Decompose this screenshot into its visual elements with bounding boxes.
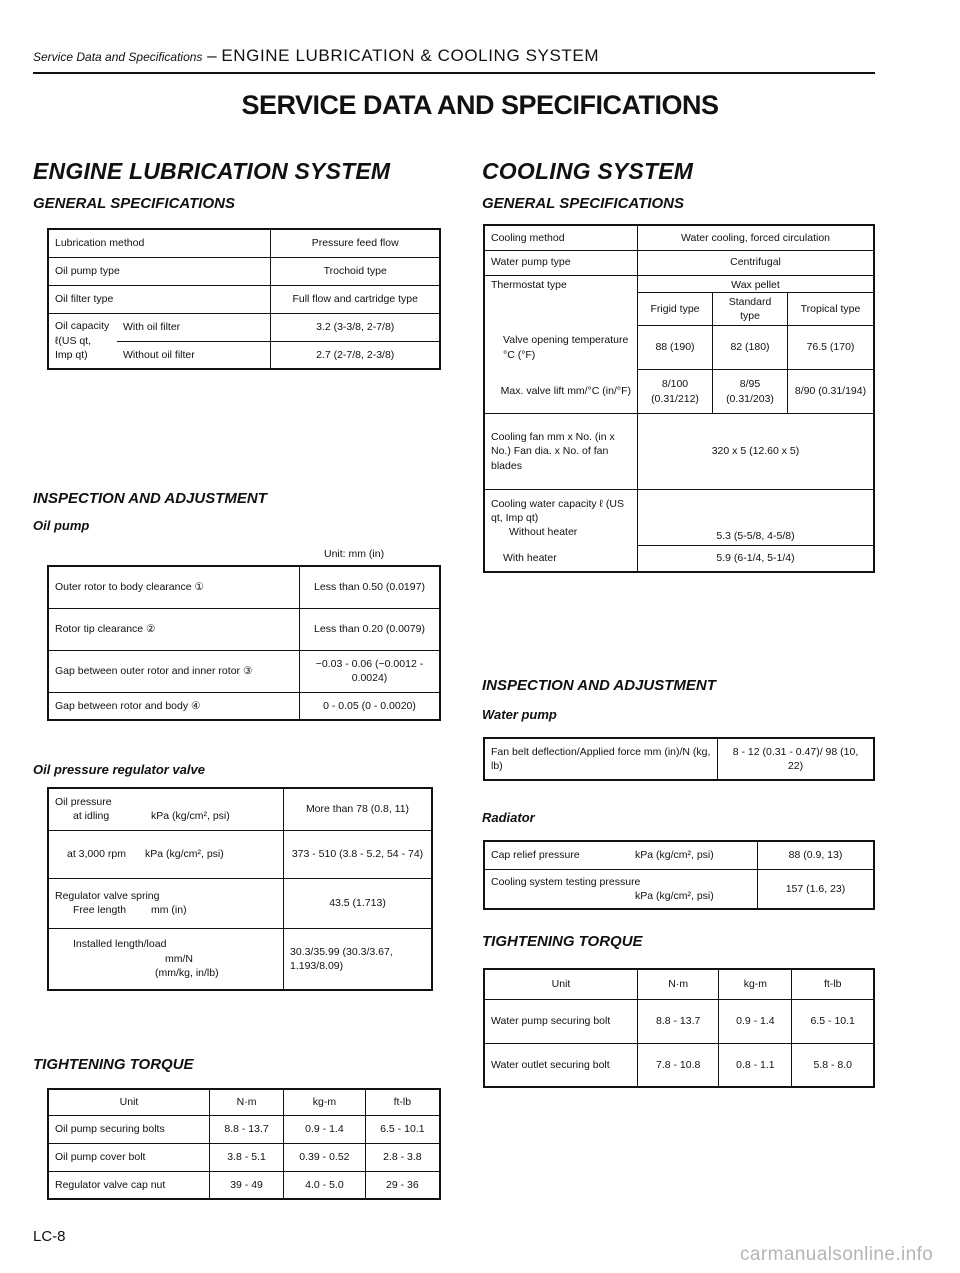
cell: Oil pump cover bolt — [48, 1143, 210, 1171]
cell: 7.8 - 10.8 — [638, 1043, 719, 1087]
cell: Max. valve lift mm/°C (in/°F) — [484, 370, 638, 414]
cell: at 3,000 rpm — [67, 847, 126, 860]
cell: Centrifugal — [638, 250, 875, 275]
cool-torque-table — [483, 968, 875, 1088]
cell: Oil capacity ℓ(US qt, Imp qt) — [48, 313, 117, 369]
watermark: carmanualsonline.info — [740, 1244, 934, 1265]
page-number: LC-8 — [33, 1228, 66, 1245]
cell: Unit — [484, 969, 638, 999]
lub-insp-heading: INSPECTION AND ADJUSTMENT — [33, 490, 267, 507]
cell: Fan belt deflection/Applied force mm (in)/N (kg, lb) — [484, 738, 718, 780]
header-italic: Service Data and Specifications — [33, 50, 203, 64]
cell: Cooling water capacity ℓ (US qt, Imp qt) — [491, 497, 624, 524]
unit-note: Unit: mm (in) — [324, 548, 385, 560]
cell: N·m — [210, 1089, 284, 1115]
cell: 0.39 - 0.52 — [284, 1143, 366, 1171]
cell: Outer rotor to body clearance ① — [48, 566, 300, 608]
cell: Oil pump securing bolts — [48, 1115, 210, 1143]
cell: 8/95 (0.31/203) — [713, 370, 788, 414]
cell: Water pump securing bolt — [484, 999, 638, 1043]
cell: −0.03 - 0.06 (−0.0012 - 0.0024) — [300, 650, 441, 692]
reg-valve-heading: Oil pressure regulator valve — [33, 762, 205, 777]
cell: 373 - 510 (3.8 - 5.2, 54 - 74) — [284, 830, 433, 878]
cell: With oil filter — [117, 313, 271, 341]
cell: 2.7 (2-7/8, 2-3/8) — [271, 341, 440, 369]
cell: Water pump type — [484, 250, 638, 275]
cool-general-table — [483, 224, 875, 573]
oil-pump-table — [47, 565, 441, 721]
cell: 0.8 - 1.1 — [719, 1043, 792, 1087]
cell: Thermostat type — [484, 275, 638, 326]
cell: ft-lb — [792, 969, 874, 999]
cell: ft-lb — [365, 1089, 440, 1115]
cell: kPa (kg/cm², psi) — [635, 849, 714, 862]
cell: Gap between outer rotor and inner rotor ③ — [48, 650, 300, 692]
cell: Tropical type — [788, 292, 875, 325]
cell: kg-m — [284, 1089, 366, 1115]
oil-pump-heading: Oil pump — [33, 518, 90, 533]
cell: 39 - 49 — [210, 1171, 284, 1199]
cell: kPa (kg/cm², psi) — [635, 889, 714, 902]
cell: Installed length/load — [73, 938, 167, 951]
cell: Cooling fan mm x No. (in x No.) Fan dia. x No. of fan blades — [484, 414, 638, 490]
cell: 6.5 - 10.1 — [792, 999, 874, 1043]
cell: Cooling method — [484, 225, 638, 250]
cell: 8/100 (0.31/212) — [638, 370, 713, 414]
cell: mm (in) — [151, 904, 187, 916]
cell: Rotor tip clearance ② — [48, 608, 300, 650]
cell: 43.5 (1.713) — [284, 878, 433, 928]
cell: 76.5 (170) — [788, 326, 875, 370]
radiator-table — [483, 840, 875, 910]
cell: kPa (kg/cm², psi) — [145, 847, 224, 860]
cell: Gap between rotor and body ④ — [48, 692, 300, 720]
cell: (mm/kg, in/lb) — [155, 966, 219, 979]
cell: kPa (kg/cm², psi) — [151, 810, 230, 823]
lub-gen-heading: GENERAL SPECIFICATIONS — [33, 195, 235, 212]
cell: kg-m — [719, 969, 792, 999]
cell: Oil filter type — [48, 285, 271, 313]
page-title: SERVICE DATA AND SPECIFICATIONS — [241, 90, 719, 120]
cell: 2.8 - 3.8 — [365, 1143, 440, 1171]
lub-torque-table — [47, 1088, 441, 1200]
cell: Standard type — [713, 292, 788, 325]
cell: 30.3/35.99 (30.3/3.67, 1.193/8.09) — [284, 928, 433, 990]
cell: Free length — [73, 904, 127, 916]
cell: Oil pressure — [55, 796, 112, 809]
cell: Trochoid type — [271, 257, 440, 285]
cell: Cap relief pressure — [491, 849, 580, 862]
cell: With heater — [484, 546, 638, 572]
cool-insp-heading: INSPECTION AND ADJUSTMENT — [482, 677, 716, 694]
header-bold: ENGINE LUBRICATION & COOLING SYSTEM — [221, 46, 600, 65]
cell: More than 78 (0.8, 11) — [284, 788, 433, 830]
cell: 8.8 - 13.7 — [638, 999, 719, 1043]
cell: Without heater — [509, 525, 578, 538]
cell: Cooling system testing pressure — [491, 875, 641, 888]
cool-gen-heading: GENERAL SPECIFICATIONS — [482, 195, 684, 212]
cell: 320 x 5 (12.60 x 5) — [638, 414, 875, 490]
cell: 88 (0.9, 13) — [758, 841, 875, 869]
cell: 5.3 (5-5/8, 4-5/8) — [638, 490, 875, 546]
cell: 0.9 - 1.4 — [719, 999, 792, 1043]
cell: mm/N — [165, 952, 193, 965]
water-pump-table — [483, 737, 875, 781]
cell: Valve opening temperature °C (°F) — [484, 326, 638, 370]
cell: Wax pellet — [638, 275, 875, 292]
cell: Water outlet securing bolt — [484, 1043, 638, 1087]
cell: 0.9 - 1.4 — [284, 1115, 366, 1143]
cell: Less than 0.50 (0.0197) — [300, 566, 441, 608]
cell: 0 - 0.05 (0 - 0.0020) — [300, 692, 441, 720]
cell: 5.8 - 8.0 — [792, 1043, 874, 1087]
cool-torque-heading: TIGHTENING TORQUE — [482, 933, 643, 950]
lub-heading: ENGINE LUBRICATION SYSTEM — [33, 158, 391, 184]
water-pump-heading: Water pump — [482, 707, 557, 722]
cell: 3.8 - 5.1 — [210, 1143, 284, 1171]
cell: 5.9 (6-1/4, 5-1/4) — [638, 546, 875, 572]
running-header — [33, 46, 875, 74]
cell: at idling — [73, 810, 110, 823]
cell: 3.2 (3-3/8, 2-7/8) — [271, 313, 440, 341]
cell: Oil pump type — [48, 257, 271, 285]
radiator-heading: Radiator — [482, 810, 535, 825]
cell: 157 (1.6, 23) — [758, 869, 875, 909]
cell: 88 (190) — [638, 326, 713, 370]
cell: 8/90 (0.31/194) — [788, 370, 875, 414]
cell: Regulator valve spring — [55, 889, 160, 902]
cell: Water cooling, forced circulation — [638, 225, 875, 250]
cell: Frigid type — [638, 292, 713, 325]
lub-torque-heading: TIGHTENING TORQUE — [33, 1056, 194, 1073]
cell: Full flow and cartridge type — [271, 285, 440, 313]
cell: N·m — [638, 969, 719, 999]
cell: Regulator valve cap nut — [48, 1171, 210, 1199]
cell: Less than 0.20 (0.0079) — [300, 608, 441, 650]
cell: 29 - 36 — [365, 1171, 440, 1199]
cell: 6.5 - 10.1 — [365, 1115, 440, 1143]
cell: Unit — [48, 1089, 210, 1115]
cool-heading: COOLING SYSTEM — [482, 158, 694, 184]
cell: 8 - 12 (0.31 - 0.47)/ 98 (10, 22) — [718, 738, 875, 780]
cell: 8.8 - 13.7 — [210, 1115, 284, 1143]
lub-general-table — [47, 228, 441, 370]
reg-valve-table — [47, 787, 433, 991]
cell: Pressure feed flow — [271, 229, 440, 257]
cell: Lubrication method — [48, 229, 271, 257]
cell: 82 (180) — [713, 326, 788, 370]
header-dash: – — [202, 46, 222, 65]
cell: 4.0 - 5.0 — [284, 1171, 366, 1199]
cell: Without oil filter — [117, 341, 271, 369]
